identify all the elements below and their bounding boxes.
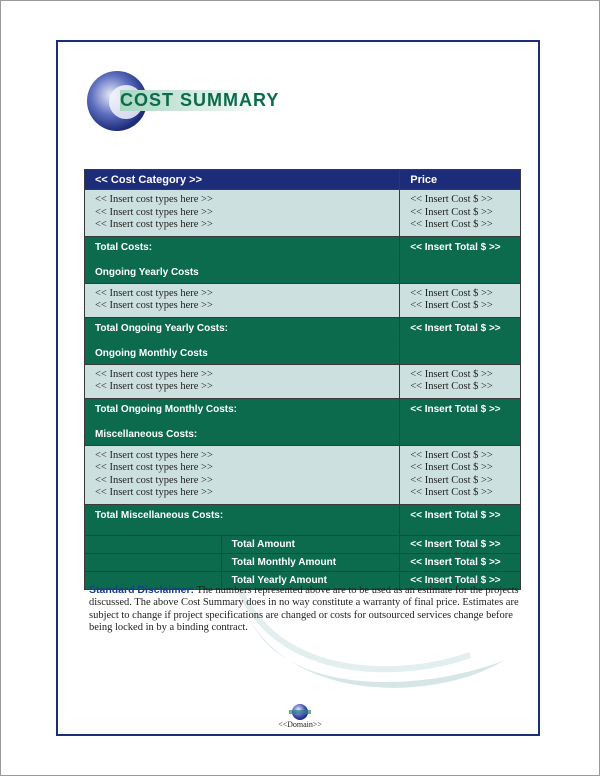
disclaimer: [89, 584, 519, 635]
section-heading: Ongoing Monthly Costs: [95, 347, 208, 359]
total-label: Total Ongoing Monthly Costs:: [95, 403, 238, 415]
cost-type-item: << Insert cost types here >>: [95, 194, 213, 205]
table-row: [85, 283, 521, 317]
disclaimer-heading: Standard Disclaimer:: [89, 584, 195, 596]
table-row-total: [85, 398, 521, 445]
header-price: Price: [400, 170, 521, 190]
total-label: Total Ongoing Yearly Costs:: [95, 322, 228, 334]
grand-total-label: Total Amount: [221, 535, 400, 553]
cost-value: << Insert Cost $ >>: [410, 206, 493, 218]
cost-value: << Insert Cost $ >>: [410, 449, 493, 461]
cost-value: << Insert Cost $ >>: [410, 287, 493, 299]
cost-type-item: << Insert cost types here >>: [95, 449, 213, 461]
cost-type-item: << Insert cost types here >>: [95, 487, 213, 498]
grand-total-value: << Insert Total $ >>: [400, 571, 521, 589]
header-category: << Cost Category >>: [85, 170, 400, 190]
total-label: Total Costs:: [95, 241, 153, 253]
footer-globe-icon: [288, 703, 312, 721]
table-header-row: [85, 170, 521, 190]
total-value: << Insert Total $ >>: [400, 236, 521, 283]
cost-value: << Insert Cost $ >>: [410, 487, 493, 498]
cost-summary-table: [84, 169, 521, 590]
table-row: [85, 190, 521, 237]
table-row: [85, 445, 521, 504]
cost-value: << Insert Cost $ >>: [410, 474, 493, 486]
section-heading: Ongoing Yearly Costs: [95, 266, 199, 278]
table-row: [85, 364, 521, 398]
grand-total-label: Total Monthly Amount: [221, 553, 400, 571]
page-title: COST SUMMARY: [120, 90, 280, 110]
grand-total-label: Total Yearly Amount: [221, 571, 400, 589]
footer-domain: <<Domain>>: [278, 720, 322, 729]
cost-value: << Insert Cost $ >>: [410, 381, 493, 392]
total-value: << Insert Total $ >>: [400, 504, 521, 535]
cost-type-item: << Insert cost types here >>: [95, 287, 213, 299]
section-heading: Miscellaneous Costs:: [95, 428, 198, 440]
grand-total-value: << Insert Total $ >>: [400, 535, 521, 553]
cost-type-item: << Insert cost types here >>: [95, 206, 213, 218]
cost-value: << Insert Cost $ >>: [410, 300, 493, 311]
table-row-total: [85, 504, 521, 535]
total-value: << Insert Total $ >>: [400, 317, 521, 364]
table-row-total: [85, 236, 521, 283]
disclaimer-text: The numbers represented above are to be used as an estimate for the projects discussed. The above Cost Summary does in no way constitute a warranty of final price. Estimates are subject to change if project specifications are changed or costs for outsourced services change before being locked in by a binding contract.: [89, 585, 519, 634]
cost-type-item: << Insert cost types here >>: [95, 219, 213, 230]
cost-value: << Insert Cost $ >>: [410, 219, 493, 230]
cost-type-item: << Insert cost types here >>: [95, 300, 213, 311]
cost-type-item: << Insert cost types here >>: [95, 368, 213, 380]
table-row-total: [85, 317, 521, 364]
grand-total-row: [85, 535, 521, 553]
total-label: Total Miscellaneous Costs:: [85, 504, 400, 535]
cost-type-item: << Insert cost types here >>: [95, 474, 213, 486]
cost-value: << Insert Cost $ >>: [410, 368, 493, 380]
cost-value: << Insert Cost $ >>: [410, 462, 493, 473]
cost-type-item: << Insert cost types here >>: [95, 381, 213, 392]
cost-type-item: << Insert cost types here >>: [95, 462, 213, 473]
total-value: << Insert Total $ >>: [400, 398, 521, 445]
cost-value: << Insert Cost $ >>: [410, 194, 493, 205]
grand-total-row: [85, 553, 521, 571]
grand-total-value: << Insert Total $ >>: [400, 553, 521, 571]
